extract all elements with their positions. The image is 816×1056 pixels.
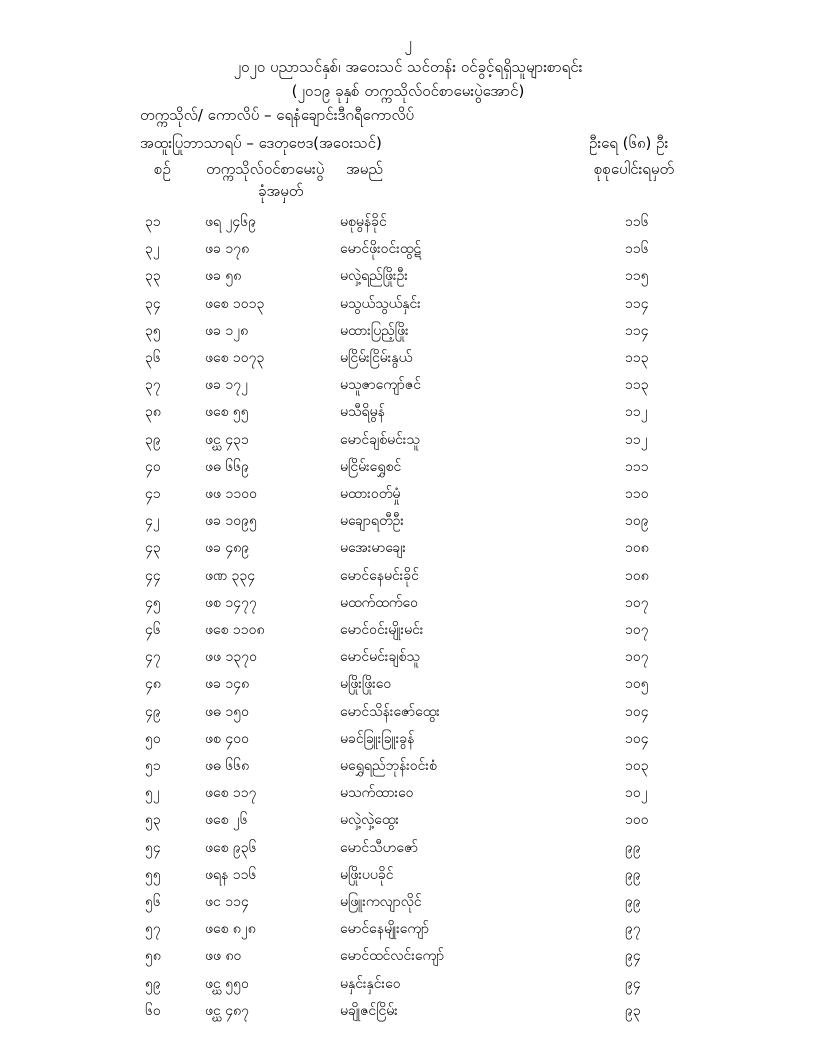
roll-number: ဖစေ ၁၁၇ xyxy=(205,785,257,802)
row-number: ၃၆ xyxy=(145,350,161,366)
table-row xyxy=(0,484,816,511)
total-marks: ၁၀၃ xyxy=(625,758,649,774)
roll-number: ဖခ ၁၇၂ xyxy=(205,377,248,394)
total-marks: ၉၉ xyxy=(625,894,641,910)
table-row xyxy=(0,375,816,402)
row-number: ၅၁ xyxy=(145,758,161,774)
major-subject: အထူးပြုဘာသာရပ် – ဒေတုဗေဒ(အဝေးသင်) xyxy=(140,134,382,152)
total-marks: ၁၀၄ xyxy=(625,703,649,720)
total-marks: ၁၀၇ xyxy=(625,649,649,666)
row-number: ၄၄ xyxy=(145,567,161,584)
table-row xyxy=(0,756,816,783)
student-name: မသွယ်သွယ်နှင်း xyxy=(340,295,421,312)
roll-number: ဖင္ဃ ၄၈၇ xyxy=(205,1002,249,1019)
page-number: ၂ xyxy=(404,34,412,52)
total-marks: ၁၀၇ xyxy=(625,622,649,638)
total-marks: ၁၀၀ xyxy=(625,812,649,829)
table-row xyxy=(0,974,816,1001)
total-marks: ၁၁၀ xyxy=(625,486,649,502)
roll-number: ဖရ ၂၄၆၉ xyxy=(205,214,256,230)
total-marks: ၉၉ xyxy=(625,839,641,856)
table-row xyxy=(0,239,816,266)
table-row xyxy=(0,566,816,593)
student-name: မသူဇာကျော်ဇင် xyxy=(340,377,421,394)
table-row xyxy=(0,919,816,946)
student-name: မငြိမ်းရွှေစင် xyxy=(340,458,402,475)
roll-number: ဖခ ၁၀၉၅ xyxy=(205,513,257,530)
row-number: ၅၀ xyxy=(145,730,161,747)
row-number: ၄၇ xyxy=(145,649,161,666)
student-name: မောင်ချစ်မင်းသူ xyxy=(340,431,420,448)
roll-number: ဖင္ဃ ၅၅၀ xyxy=(205,975,249,992)
row-number: ၄၃ xyxy=(145,540,161,557)
student-name: မသီရိမွန် xyxy=(340,404,385,421)
table-row xyxy=(0,838,816,865)
student-name: မစုမွန်ခိုင် xyxy=(340,214,387,230)
student-name: မောင်နေမင်းခိုင် xyxy=(340,567,419,584)
row-number: ၅၄ xyxy=(145,839,161,856)
row-number: ၃၁ xyxy=(145,214,161,230)
total-marks: ၁၁၅ xyxy=(625,268,649,285)
row-number: ၅၇ xyxy=(145,921,161,938)
roll-number: ဖင ၁၁၄ xyxy=(205,894,249,910)
row-number: ၅၂ xyxy=(145,785,160,802)
roll-number: ဖစေ ၈၂၈ xyxy=(205,921,256,938)
student-name: မောင်သီဟဇော် xyxy=(340,839,419,856)
total-marks: ၁၁၆ xyxy=(625,241,649,258)
roll-number: ဖစ ၁၄၇၇ xyxy=(205,594,257,611)
table-row xyxy=(0,212,816,239)
total-marks: ၁၁၂ xyxy=(625,404,648,421)
student-name: မငြိမ်းငြိမ်းနွယ် xyxy=(340,350,413,366)
total-marks: ၁၁၃ xyxy=(625,350,649,366)
table-row xyxy=(0,729,816,756)
table-row xyxy=(0,457,816,484)
roll-number: ဖခ ၁၂၈ xyxy=(205,322,249,339)
table-row xyxy=(0,892,816,919)
row-number: ၃၂ xyxy=(145,241,160,258)
total-marks: ၁၀၈ xyxy=(625,540,649,557)
table-row xyxy=(0,946,816,973)
student-name: မနှင်းနှင်းဝေ xyxy=(340,975,401,992)
student-name: မလှဲ့ရည်ဖြိုးဦး xyxy=(340,268,408,285)
college-name: တက္ကသိုလ်/ ကောလိပ် – ရေနံချောင်းဒီဂရီကောလိပ် xyxy=(140,106,415,124)
table-row xyxy=(0,266,816,293)
roll-number: ဖဏ ၃၃၄ xyxy=(205,567,256,584)
roll-number: ဖခ ၄၈၉ xyxy=(205,540,250,557)
student-name: မောင်ထင်လင်းကျော် xyxy=(340,948,445,965)
roll-number: ဖရန ၁၁၆ xyxy=(205,866,257,883)
row-number: ၄၉ xyxy=(145,703,161,720)
student-name: မဖြူးကလျာလိုင် xyxy=(340,894,422,910)
student-name: မချိုဇင်ငြိမ်း xyxy=(340,1002,398,1019)
roll-number: ဖဓ ၆၆၈ xyxy=(205,758,250,774)
total-marks: ၉၇ xyxy=(625,921,641,938)
row-number: ၄၈ xyxy=(145,676,161,693)
student-name: မရွှေရည်ဘုန်းဝင်းစံ xyxy=(340,758,437,774)
table-row xyxy=(0,321,816,348)
row-number: ၅၈ xyxy=(145,948,161,965)
document-subtitle: (၂၀၁၉ ခုနှစ် တက္ကသိုလ်ဝင်စာမေးပွဲအောင်) xyxy=(291,82,525,100)
row-number: ၃၇ xyxy=(145,377,161,394)
roll-number: ဖဓ ၆၆၉ xyxy=(205,458,249,475)
row-number: ၅၅ xyxy=(145,866,161,883)
total-marks: ၁၀၅ xyxy=(625,676,649,693)
total-marks: ၁၁၄ xyxy=(625,295,649,312)
total-count: ဦးရေ (၆၈) ဦး xyxy=(589,134,669,152)
table-row xyxy=(0,620,816,647)
student-name: မဖြိုးဖြိုးဝေ xyxy=(340,676,392,693)
total-marks: ၉၃ xyxy=(625,1002,641,1019)
total-marks: ၁၁၆ xyxy=(625,214,649,230)
student-name: မထားဝတ်မှုံ xyxy=(340,486,401,502)
student-name: မထက်ထက်ဝေ xyxy=(340,594,418,611)
roll-number: ဖခ ၁၇၈ xyxy=(205,241,250,258)
row-number: ၅၆ xyxy=(145,894,161,910)
student-name: မအေးမာချေး xyxy=(340,540,406,557)
column-header-no: စဉ် xyxy=(154,160,171,178)
student-name: မောင်ဖိုးဝင်းထွဋ် xyxy=(340,241,422,258)
student-name: မသက်ထားဝေ xyxy=(340,785,414,802)
total-marks: ၁၀၄ xyxy=(625,730,649,747)
roll-number: ဖစေ ၁၁၀၈ xyxy=(205,622,265,638)
roll-number: ဖဖ ၈၀ xyxy=(205,948,242,965)
student-name: မလှဲ့လှဲ့ထွေး xyxy=(340,812,399,829)
table-row xyxy=(0,810,816,837)
row-number: ၄၅ xyxy=(145,594,161,611)
row-number: ၄၂ xyxy=(145,513,160,530)
student-name: မထားပြည့်ဖြိုး xyxy=(340,322,409,339)
row-number: ၄၆ xyxy=(145,622,161,638)
total-marks: ၁၁၃ xyxy=(625,377,649,394)
roll-number: ဖစ ၄၀၀ xyxy=(205,730,249,747)
table-row xyxy=(0,538,816,565)
table-row xyxy=(0,674,816,701)
roll-number: ဖစေ ၂၆ xyxy=(205,812,248,829)
roll-number: ဖင္ဃ ၄၃၁ xyxy=(205,431,249,448)
roll-number: ဖခ ၁၄၈ xyxy=(205,676,250,693)
document-title: ၂၀၂၀ ပညာသင်နှစ်၊ အဝေးသင် သင်တန်း ဝင်ခွင့်ရရှိသူများစာရင်း xyxy=(233,58,583,76)
column-header-roll-line2: ခုံအမှတ် xyxy=(258,182,304,200)
column-header-marks: စုစုပေါင်းရမှတ် xyxy=(594,160,675,178)
column-header-name: အမည် xyxy=(346,160,383,178)
table-row xyxy=(0,348,816,375)
table-row xyxy=(0,647,816,674)
table-row xyxy=(0,865,816,892)
row-number: ၅၃ xyxy=(145,812,161,829)
roll-number: ဖစေ ၁၀၇၃ xyxy=(205,350,265,366)
roll-number: ဖခ ၅၈ xyxy=(205,268,242,285)
roll-number: ဖစေ ၅၅ xyxy=(205,404,249,421)
row-number: ၅၉ xyxy=(145,975,161,992)
total-marks: ၉၉ xyxy=(625,866,641,883)
table-row xyxy=(0,593,816,620)
roll-number: ဖစေ ၉၃၆ xyxy=(205,839,257,856)
row-number: ၃၅ xyxy=(145,322,161,339)
row-number: ၃၃ xyxy=(145,268,161,285)
table-row xyxy=(0,402,816,429)
column-header-roll: တက္ကသိုလ်ဝင်စာမေးပွဲ xyxy=(206,160,325,178)
row-number: ၄၀ xyxy=(145,458,161,475)
total-marks: ၁၁၁ xyxy=(625,458,649,475)
student-name: မဖြိုးပပခိုင် xyxy=(340,866,394,883)
row-number: ၆၀ xyxy=(145,1002,161,1019)
total-marks: ၁၀၉ xyxy=(625,513,649,530)
table-row xyxy=(0,511,816,538)
total-marks: ၁၀၇ xyxy=(625,594,649,611)
table-row xyxy=(0,430,816,457)
total-marks: ၁၀၈ xyxy=(625,567,649,584)
total-marks: ၁၁၄ xyxy=(625,322,649,339)
student-name: မောင်သိန်းဇော်ထွေး xyxy=(340,703,440,720)
total-marks: ၁၁၂ xyxy=(625,431,648,448)
student-name: မောင်မင်းချစ်သူ xyxy=(340,649,420,666)
roll-number: ဖစေ ၁၀၁၃ xyxy=(205,295,265,312)
total-marks: ၉၄ xyxy=(625,975,641,992)
student-name: မခင်ခြူးခြူးခွန် xyxy=(340,730,415,747)
student-name: မောင်ဝင်းမျိုးမင်း xyxy=(340,622,424,638)
table-row xyxy=(0,783,816,810)
row-number: ၃၄ xyxy=(145,295,161,312)
student-name: မောင်နေမျိုးကျော် xyxy=(340,921,430,938)
total-marks: ၁၀၂ xyxy=(625,785,648,802)
roll-number: ဖဖ ၁၁၀၀ xyxy=(205,486,257,502)
total-marks: ၉၄ xyxy=(625,948,641,965)
roll-number: ဖဓ ၁၅၀ xyxy=(205,703,249,720)
row-number: ၄၁ xyxy=(145,486,161,502)
student-name: မချောရတီဦး xyxy=(340,513,404,530)
roll-number: ဖဖ ၁၃၇၀ xyxy=(205,649,257,666)
table-row xyxy=(0,702,816,729)
row-number: ၃၉ xyxy=(145,431,161,448)
table-row xyxy=(0,294,816,321)
row-number: ၃၈ xyxy=(145,404,161,421)
table-row xyxy=(0,1001,816,1028)
